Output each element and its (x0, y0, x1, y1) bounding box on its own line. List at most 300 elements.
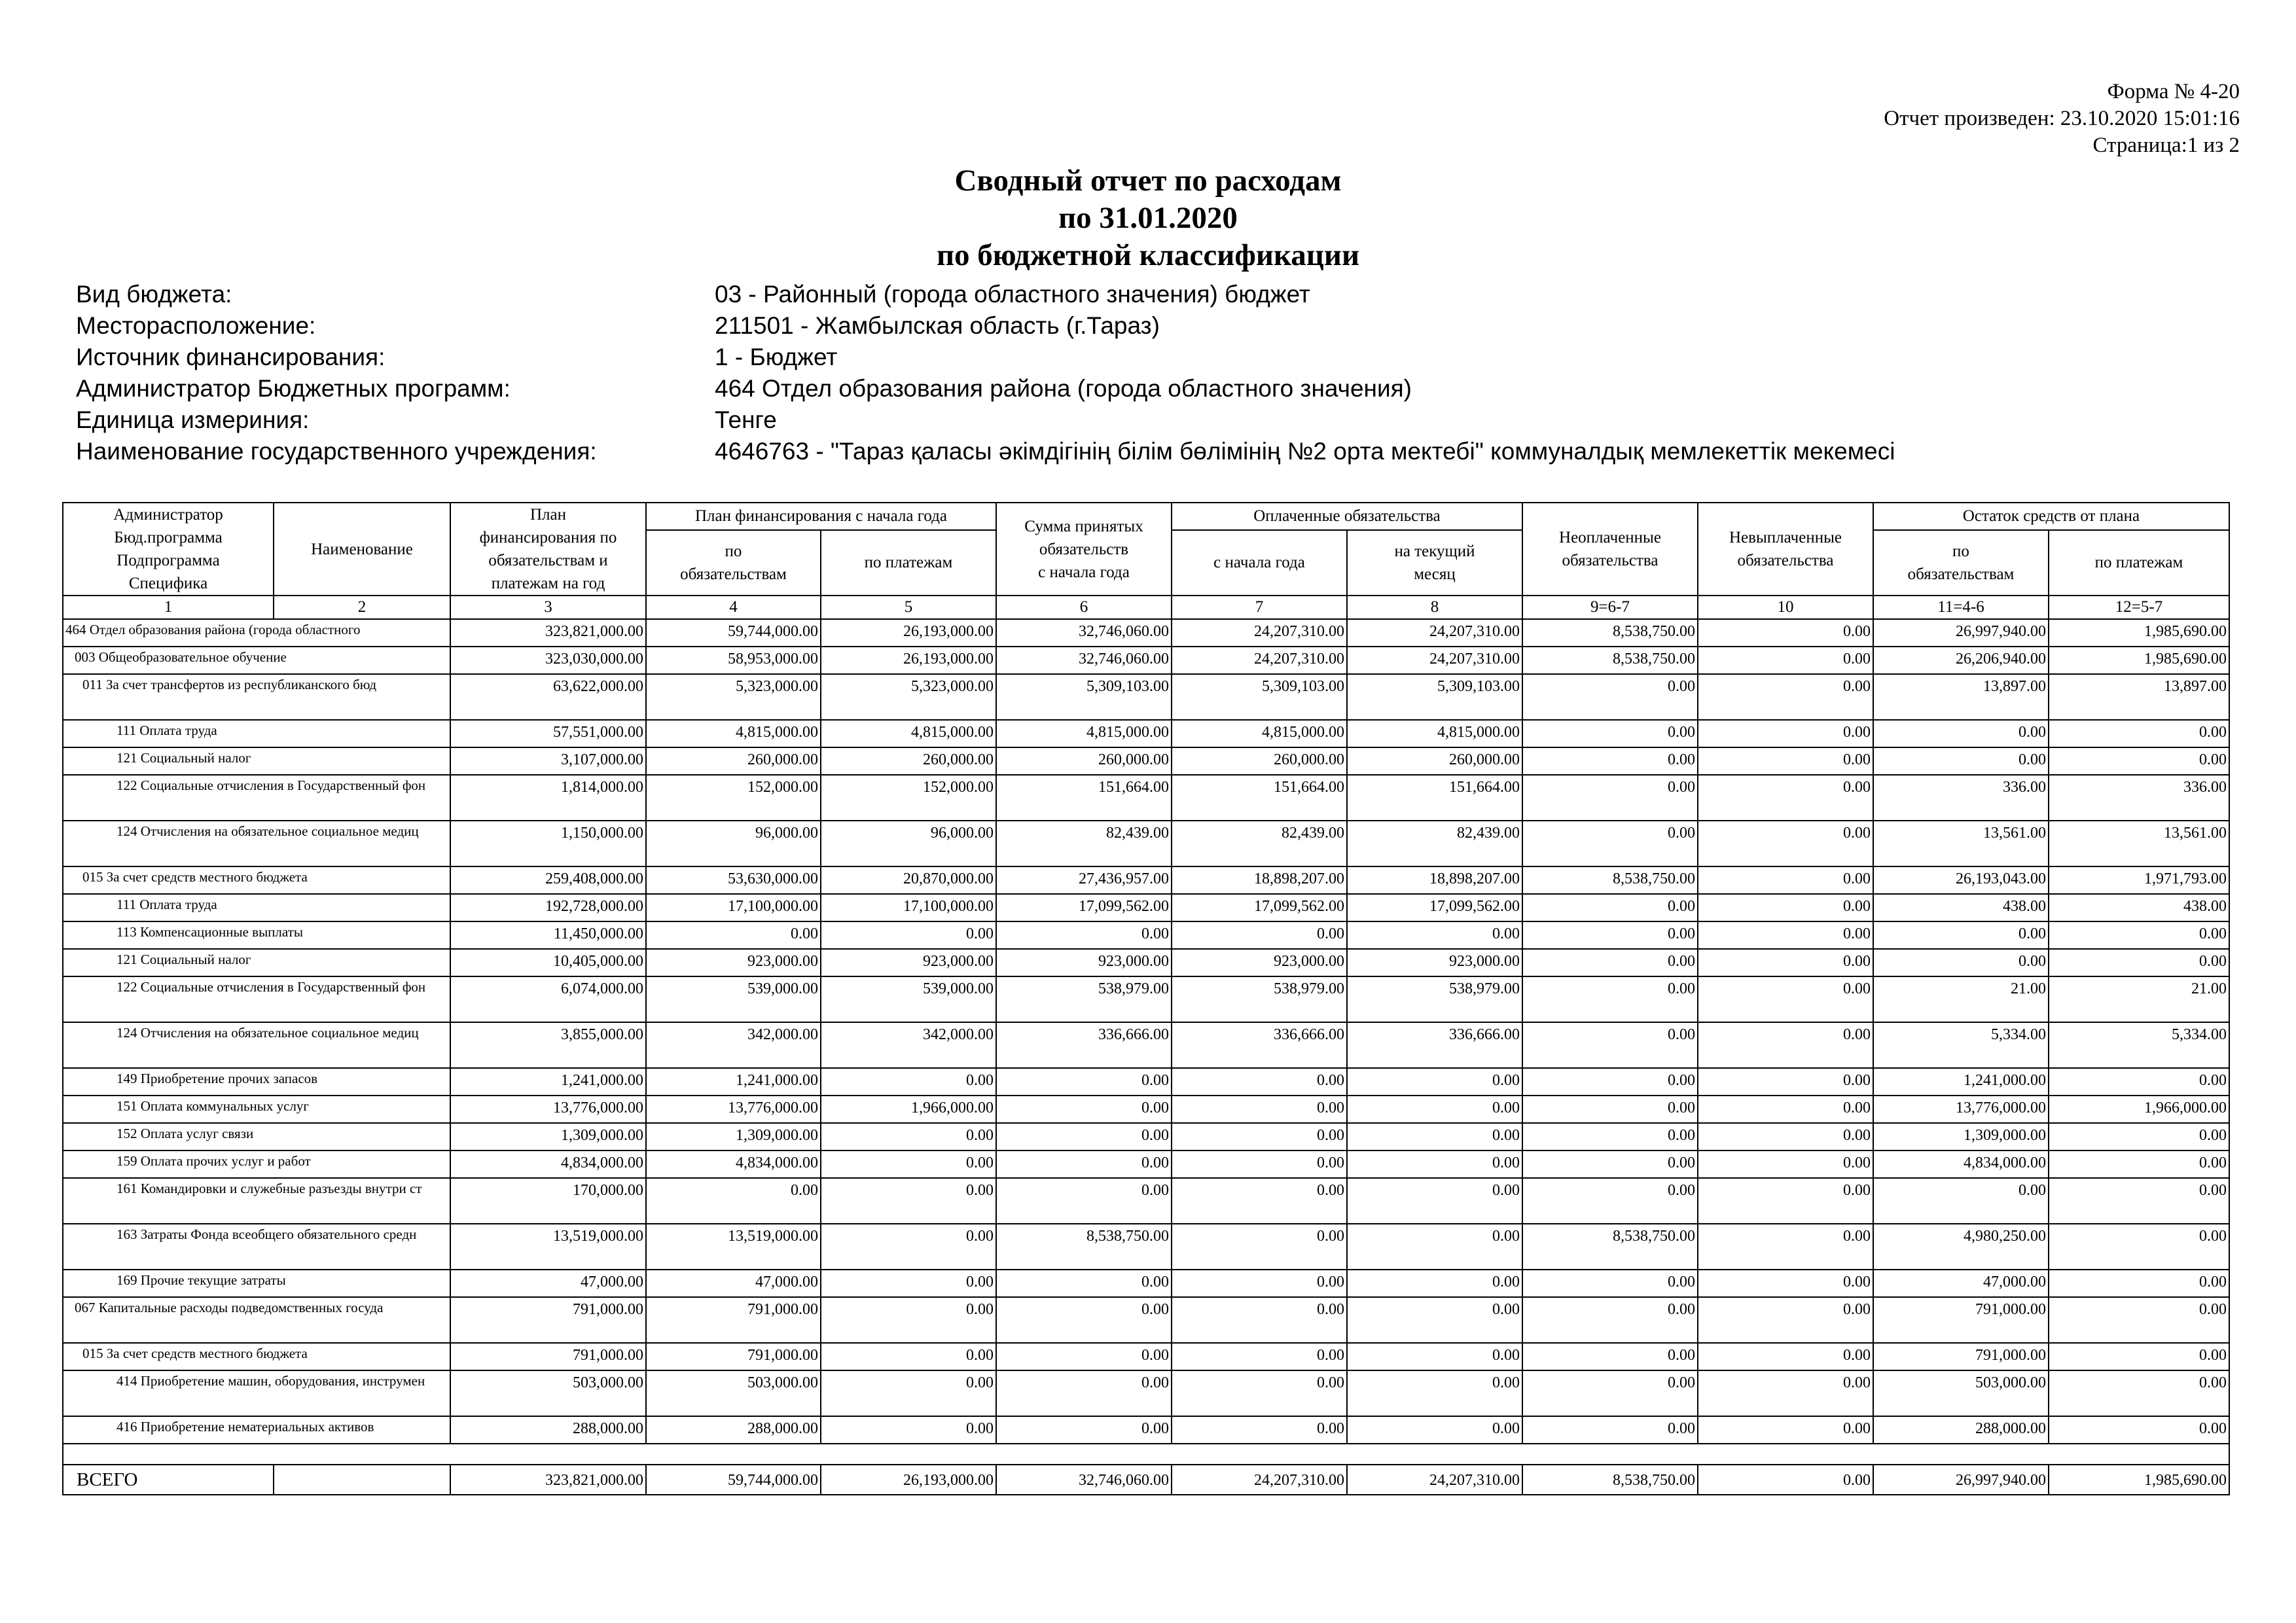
col-head-plan-payments: по платежам (821, 530, 996, 596)
table-body (63, 619, 2229, 1495)
parameter-value: Тенге (715, 406, 777, 433)
spacer-cell (63, 1444, 274, 1465)
amount-cell: 96,000.00 (821, 821, 996, 866)
amount-cell: 923,000.00 (996, 949, 1172, 976)
column-number: 12=5-7 (2049, 596, 2229, 619)
amount-cell: 336.00 (2049, 775, 2229, 821)
table-row (63, 949, 2229, 976)
amount-cell: 323,030,000.00 (450, 647, 646, 674)
amount-cell: 5,309,103.00 (1347, 674, 1522, 720)
amount-cell: 17,100,000.00 (646, 894, 821, 921)
table-row (63, 1123, 2229, 1150)
parameter-value: 211501 - Жамбылская область (г.Тараз) (715, 312, 1160, 339)
amount-cell: 791,000.00 (450, 1297, 646, 1343)
amount-cell: 0.00 (2049, 1416, 2229, 1444)
total-amount-cell: 26,193,000.00 (821, 1465, 996, 1495)
amount-cell: 0.00 (1698, 619, 1873, 647)
amount-cell: 0.00 (1698, 1150, 1873, 1178)
row-name: 124 Отчисления на обязательное социальное медиц (63, 821, 450, 866)
amount-cell: 0.00 (1522, 674, 1698, 720)
parameter-value: 03 - Районный (города областного значения) бюджет (715, 281, 1310, 308)
amount-cell: 192,728,000.00 (450, 894, 646, 921)
amount-cell: 10,405,000.00 (450, 949, 646, 976)
amount-cell: 26,193,000.00 (821, 647, 996, 674)
total-name-empty (274, 1465, 450, 1495)
amount-cell: 26,193,000.00 (821, 619, 996, 647)
amount-cell: 0.00 (1698, 1270, 1873, 1297)
table-row (63, 720, 2229, 747)
amount-cell: 0.00 (1347, 1096, 1522, 1123)
spacer-cell (2049, 1444, 2229, 1465)
amount-cell: 438.00 (2049, 894, 2229, 921)
title-line-2: по 31.01.2020 (1058, 201, 1238, 235)
amount-cell: 151,664.00 (1347, 775, 1522, 821)
amount-cell: 0.00 (1347, 1068, 1522, 1096)
amount-cell: 0.00 (1698, 866, 1873, 894)
table-row (63, 1178, 2229, 1224)
amount-cell: 438.00 (1873, 894, 2049, 921)
amount-cell: 8,538,750.00 (1522, 647, 1698, 674)
amount-cell: 17,099,562.00 (1172, 894, 1347, 921)
amount-cell: 0.00 (646, 921, 821, 949)
amount-cell: 24,207,310.00 (1347, 647, 1522, 674)
col-head-accepted-obligations: Сумма принятых обязательств с начала года (996, 503, 1172, 596)
amount-cell: 18,898,207.00 (1172, 866, 1347, 894)
amount-cell: 538,979.00 (996, 976, 1172, 1022)
amount-cell: 0.00 (2049, 1178, 2229, 1224)
amount-cell: 0.00 (1698, 921, 1873, 949)
amount-cell: 1,814,000.00 (450, 775, 646, 821)
amount-cell: 4,815,000.00 (821, 720, 996, 747)
amount-cell: 260,000.00 (646, 747, 821, 775)
amount-cell: 0.00 (821, 1068, 996, 1096)
amount-cell: 0.00 (1698, 894, 1873, 921)
amount-cell: 4,815,000.00 (1347, 720, 1522, 747)
row-name: 152 Оплата услуг связи (63, 1123, 450, 1150)
table-row (63, 674, 2229, 720)
amount-cell: 8,538,750.00 (996, 1224, 1172, 1270)
produced-timestamp: Отчет произведен: 23.10.2020 15:01:16 (1884, 107, 2240, 130)
parameter-label: Вид бюджета: (76, 281, 232, 308)
amount-cell: 288,000.00 (646, 1416, 821, 1444)
amount-cell: 923,000.00 (646, 949, 821, 976)
amount-cell: 47,000.00 (646, 1270, 821, 1297)
amount-cell: 0.00 (1522, 1123, 1698, 1150)
amount-cell: 342,000.00 (821, 1022, 996, 1068)
amount-cell: 1,966,000.00 (821, 1096, 996, 1123)
amount-cell: 0.00 (1522, 1178, 1698, 1224)
amount-cell: 0.00 (1522, 1022, 1698, 1068)
amount-cell: 20,870,000.00 (821, 866, 996, 894)
amount-cell: 13,776,000.00 (1873, 1096, 2049, 1123)
amount-cell: 0.00 (996, 1150, 1172, 1178)
amount-cell: 0.00 (1698, 1297, 1873, 1343)
amount-cell: 5,323,000.00 (646, 674, 821, 720)
amount-cell: 0.00 (1522, 1096, 1698, 1123)
table-row (63, 1416, 2229, 1444)
amount-cell: 0.00 (821, 1178, 996, 1224)
row-name: 113 Компенсационные выплаты (63, 921, 450, 949)
amount-cell: 0.00 (1698, 1416, 1873, 1444)
expense-report-table (62, 502, 2230, 1495)
spacer-cell (1172, 1444, 1347, 1465)
amount-cell: 539,000.00 (821, 976, 996, 1022)
amount-cell: 0.00 (1172, 1297, 1347, 1343)
amount-cell: 32,746,060.00 (996, 619, 1172, 647)
col-head-annual-plan: План финансирования по обязательствам и платежам на год (450, 503, 646, 596)
amount-cell: 260,000.00 (1347, 747, 1522, 775)
column-number: 7 (1172, 596, 1347, 619)
amount-cell: 13,561.00 (1873, 821, 2049, 866)
report-parameters (76, 279, 1895, 467)
amount-cell: 47,000.00 (1873, 1270, 2049, 1297)
amount-cell: 0.00 (1347, 1178, 1522, 1224)
amount-cell: 13,561.00 (2049, 821, 2229, 866)
amount-cell: 0.00 (1698, 1370, 1873, 1416)
col-head-undisbursed-obligations: Невыплаченные обязательства (1698, 503, 1873, 596)
parameter-row (76, 279, 1895, 310)
amount-cell: 0.00 (821, 1123, 996, 1150)
amount-cell: 17,099,562.00 (996, 894, 1172, 921)
amount-cell: 791,000.00 (646, 1297, 821, 1343)
amount-cell: 13,519,000.00 (646, 1224, 821, 1270)
amount-cell: 336.00 (1873, 775, 2049, 821)
amount-cell: 342,000.00 (646, 1022, 821, 1068)
amount-cell: 0.00 (1172, 1068, 1347, 1096)
amount-cell: 0.00 (1522, 720, 1698, 747)
amount-cell: 0.00 (1172, 1224, 1347, 1270)
group-head-remaining-funds: Остаток средств от плана (1873, 503, 2229, 530)
parameter-label: Администратор Бюджетных программ: (76, 375, 511, 402)
parameter-row (76, 342, 1895, 373)
amount-cell: 1,150,000.00 (450, 821, 646, 866)
amount-cell: 0.00 (2049, 1270, 2229, 1297)
amount-cell: 0.00 (1172, 1123, 1347, 1150)
amount-cell: 1,309,000.00 (450, 1123, 646, 1150)
amount-cell: 0.00 (2049, 747, 2229, 775)
report-title (0, 162, 2296, 274)
amount-cell: 27,436,957.00 (996, 866, 1172, 894)
spacer-cell (274, 1444, 450, 1465)
amount-cell: 4,834,000.00 (646, 1150, 821, 1178)
spacer-cell (646, 1444, 821, 1465)
row-name: 159 Оплата прочих услуг и работ (63, 1150, 450, 1178)
amount-cell: 259,408,000.00 (450, 866, 646, 894)
amount-cell: 5,323,000.00 (821, 674, 996, 720)
amount-cell: 26,193,043.00 (1873, 866, 2049, 894)
amount-cell: 0.00 (1522, 747, 1698, 775)
amount-cell: 0.00 (1522, 1343, 1698, 1370)
col-head-name: Наименование (274, 503, 450, 596)
amount-cell: 0.00 (2049, 1370, 2229, 1416)
amount-cell: 0.00 (2049, 921, 2229, 949)
amount-cell: 96,000.00 (646, 821, 821, 866)
amount-cell: 503,000.00 (450, 1370, 646, 1416)
column-number: 1 (63, 596, 274, 619)
parameter-label: Источник финансирования: (76, 344, 386, 370)
parameter-value: 1 - Бюджет (715, 344, 838, 370)
amount-cell: 13,519,000.00 (450, 1224, 646, 1270)
col-head-remaining-obligations: по обязательствам (1873, 530, 2049, 596)
amount-cell: 0.00 (1873, 720, 2049, 747)
table-row (63, 894, 2229, 921)
amount-cell: 0.00 (821, 1343, 996, 1370)
amount-cell: 58,953,000.00 (646, 647, 821, 674)
amount-cell: 1,241,000.00 (1873, 1068, 2049, 1096)
amount-cell: 3,107,000.00 (450, 747, 646, 775)
total-amount-cell: 1,985,690.00 (2049, 1465, 2229, 1495)
amount-cell: 3,855,000.00 (450, 1022, 646, 1068)
parameter-value: 464 Отдел образования района (города областного значения) (715, 375, 1412, 402)
column-number: 3 (450, 596, 646, 619)
amount-cell: 0.00 (1698, 1224, 1873, 1270)
amount-cell: 0.00 (1347, 1150, 1522, 1178)
parameter-value: 4646763 - "Тараз қаласы әкімдігінің білім бөлімінің №2 орта мектебі" коммуналдық мемлекеттік мекемесі (715, 438, 1895, 465)
amount-cell: 1,971,793.00 (2049, 866, 2229, 894)
amount-cell: 1,985,690.00 (2049, 647, 2229, 674)
amount-cell: 538,979.00 (1347, 976, 1522, 1022)
amount-cell: 0.00 (2049, 1150, 2229, 1178)
table-row (63, 1343, 2229, 1370)
amount-cell: 0.00 (1347, 1297, 1522, 1343)
amount-cell: 5,334.00 (2049, 1022, 2229, 1068)
col-head-paid-month: на текущий месяц (1347, 530, 1522, 596)
amount-cell: 59,744,000.00 (646, 619, 821, 647)
amount-cell: 0.00 (821, 1270, 996, 1297)
total-label: ВСЕГО (63, 1465, 274, 1495)
column-number: 10 (1698, 596, 1873, 619)
amount-cell: 6,074,000.00 (450, 976, 646, 1022)
total-amount-cell: 0.00 (1698, 1465, 1873, 1495)
row-name: 015 За счет средств местного бюджета (63, 866, 450, 894)
amount-cell: 0.00 (1698, 1096, 1873, 1123)
table-row (63, 619, 2229, 647)
amount-cell: 288,000.00 (1873, 1416, 2049, 1444)
parameter-row (76, 373, 1895, 404)
table-row (63, 1096, 2229, 1123)
spacer-cell (1873, 1444, 2049, 1465)
table-row (63, 1022, 2229, 1068)
amount-cell: 0.00 (1698, 1022, 1873, 1068)
total-amount-cell: 24,207,310.00 (1347, 1465, 1522, 1495)
amount-cell: 0.00 (1347, 1123, 1522, 1150)
amount-cell: 47,000.00 (450, 1270, 646, 1297)
amount-cell: 791,000.00 (450, 1343, 646, 1370)
amount-cell: 0.00 (996, 1096, 1172, 1123)
amount-cell: 0.00 (996, 1123, 1172, 1150)
amount-cell: 0.00 (1522, 976, 1698, 1022)
amount-cell: 288,000.00 (450, 1416, 646, 1444)
amount-cell: 0.00 (1873, 921, 2049, 949)
amount-cell: 260,000.00 (821, 747, 996, 775)
amount-cell: 21.00 (2049, 976, 2229, 1022)
spacer-cell (1347, 1444, 1522, 1465)
amount-cell: 0.00 (1172, 1416, 1347, 1444)
amount-cell: 53,630,000.00 (646, 866, 821, 894)
amount-cell: 0.00 (1522, 1150, 1698, 1178)
amount-cell: 0.00 (1172, 1150, 1347, 1178)
spacer-cell (821, 1444, 996, 1465)
amount-cell: 82,439.00 (996, 821, 1172, 866)
page-indicator: Страница:1 из 2 (2092, 134, 2240, 157)
parameter-row (76, 404, 1895, 436)
amount-cell: 1,241,000.00 (450, 1068, 646, 1096)
form-number: Форма № 4-20 (2107, 80, 2240, 103)
amount-cell: 0.00 (1873, 747, 2049, 775)
spacer-cell (1698, 1444, 1873, 1465)
amount-cell: 0.00 (821, 1297, 996, 1343)
amount-cell: 11,450,000.00 (450, 921, 646, 949)
amount-cell: 0.00 (1172, 1370, 1347, 1416)
amount-cell: 1,985,690.00 (2049, 619, 2229, 647)
amount-cell: 0.00 (1522, 949, 1698, 976)
amount-cell: 152,000.00 (646, 775, 821, 821)
row-name: 011 За счет трансфертов из республиканского бюд (63, 674, 450, 720)
col-head-remaining-payments: по платежам (2049, 530, 2229, 596)
spacer-cell (450, 1444, 646, 1465)
amount-cell: 923,000.00 (1347, 949, 1522, 976)
amount-cell: 0.00 (1698, 775, 1873, 821)
amount-cell: 4,980,250.00 (1873, 1224, 2049, 1270)
amount-cell: 5,334.00 (1873, 1022, 2049, 1068)
row-name: 015 За счет средств местного бюджета (63, 1343, 450, 1370)
row-name: 124 Отчисления на обязательное социальное медиц (63, 1022, 450, 1068)
amount-cell: 0.00 (996, 1343, 1172, 1370)
amount-cell: 0.00 (1522, 821, 1698, 866)
spacer-cell (996, 1444, 1172, 1465)
amount-cell: 18,898,207.00 (1347, 866, 1522, 894)
amount-cell: 24,207,310.00 (1172, 619, 1347, 647)
amount-cell: 0.00 (821, 1150, 996, 1178)
amount-cell: 82,439.00 (1172, 821, 1347, 866)
table-header (63, 503, 2229, 619)
amount-cell: 13,776,000.00 (646, 1096, 821, 1123)
amount-cell: 539,000.00 (646, 976, 821, 1022)
amount-cell: 0.00 (1172, 1178, 1347, 1224)
amount-cell: 0.00 (1172, 1343, 1347, 1370)
amount-cell: 0.00 (1522, 1270, 1698, 1297)
column-number: 6 (996, 596, 1172, 619)
amount-cell: 5,309,103.00 (1172, 674, 1347, 720)
amount-cell: 26,206,940.00 (1873, 647, 2049, 674)
row-name: 161 Командировки и служебные разъезды внутри ст (63, 1178, 450, 1224)
total-amount-cell: 26,997,940.00 (1873, 1465, 2049, 1495)
amount-cell: 0.00 (1347, 1343, 1522, 1370)
column-number: 5 (821, 596, 996, 619)
amount-cell: 24,207,310.00 (1172, 647, 1347, 674)
column-number: 4 (646, 596, 821, 619)
amount-cell: 538,979.00 (1172, 976, 1347, 1022)
amount-cell: 0.00 (1698, 674, 1873, 720)
row-name: 169 Прочие текущие затраты (63, 1270, 450, 1297)
amount-cell: 0.00 (821, 921, 996, 949)
amount-cell: 0.00 (1522, 775, 1698, 821)
amount-cell: 4,815,000.00 (996, 720, 1172, 747)
col-head-classification: Администратор Бюд.программа Подпрограмма Специфика (63, 503, 274, 596)
table-row (63, 1297, 2229, 1343)
amount-cell: 0.00 (1172, 921, 1347, 949)
amount-cell: 82,439.00 (1347, 821, 1522, 866)
amount-cell: 8,538,750.00 (1522, 619, 1698, 647)
amount-cell: 0.00 (1698, 1123, 1873, 1150)
amount-cell: 0.00 (1172, 1096, 1347, 1123)
total-amount-cell: 8,538,750.00 (1522, 1465, 1698, 1495)
amount-cell: 336,666.00 (1347, 1022, 1522, 1068)
amount-cell: 0.00 (1347, 1224, 1522, 1270)
amount-cell: 336,666.00 (996, 1022, 1172, 1068)
table-row (63, 821, 2229, 866)
report-meta-corner (1884, 79, 2240, 159)
group-head-paid-obligations: Оплаченные обязательства (1172, 503, 1522, 530)
table-row (63, 775, 2229, 821)
amount-cell: 0.00 (1698, 949, 1873, 976)
amount-cell: 323,821,000.00 (450, 619, 646, 647)
parameter-row (76, 310, 1895, 342)
amount-cell: 0.00 (1698, 1343, 1873, 1370)
table-row (63, 747, 2229, 775)
amount-cell: 0.00 (1347, 921, 1522, 949)
amount-cell: 1,309,000.00 (646, 1123, 821, 1150)
amount-cell: 0.00 (1873, 949, 2049, 976)
amount-cell: 8,538,750.00 (1522, 1224, 1698, 1270)
amount-cell: 0.00 (1698, 1068, 1873, 1096)
title-line-3: по бюджетной классификации (936, 238, 1360, 272)
amount-cell: 17,100,000.00 (821, 894, 996, 921)
amount-cell: 0.00 (1873, 1178, 2049, 1224)
amount-cell: 923,000.00 (821, 949, 996, 976)
column-number: 11=4-6 (1873, 596, 2049, 619)
title-line-1: Сводный отчет по расходам (954, 164, 1342, 198)
col-head-plan-obligations: по обязательствам (646, 530, 821, 596)
amount-cell: 152,000.00 (821, 775, 996, 821)
table-row (63, 647, 2229, 674)
total-amount-cell: 32,746,060.00 (996, 1465, 1172, 1495)
spacer-row (63, 1444, 2229, 1465)
amount-cell: 4,815,000.00 (1172, 720, 1347, 747)
row-name: 121 Социальный налог (63, 747, 450, 775)
amount-cell: 0.00 (996, 1370, 1172, 1416)
amount-cell: 57,551,000.00 (450, 720, 646, 747)
amount-cell: 0.00 (2049, 949, 2229, 976)
amount-cell: 151,664.00 (1172, 775, 1347, 821)
column-number: 2 (274, 596, 450, 619)
amount-cell: 13,776,000.00 (450, 1096, 646, 1123)
amount-cell: 24,207,310.00 (1347, 619, 1522, 647)
table-row (63, 1370, 2229, 1416)
amount-cell: 26,997,940.00 (1873, 619, 2049, 647)
row-name: 464 Отдел образования района (города областного (63, 619, 450, 647)
amount-cell: 151,664.00 (996, 775, 1172, 821)
amount-cell: 0.00 (2049, 1123, 2229, 1150)
amount-cell: 336,666.00 (1172, 1022, 1347, 1068)
row-name: 111 Оплата труда (63, 720, 450, 747)
column-number-row (63, 596, 2229, 619)
amount-cell: 0.00 (646, 1178, 821, 1224)
row-name: 067 Капитальные расходы подведомственных госуда (63, 1297, 450, 1343)
amount-cell: 0.00 (1522, 1297, 1698, 1343)
amount-cell: 0.00 (1522, 921, 1698, 949)
table-row (63, 1068, 2229, 1096)
parameter-label: Месторасположение: (76, 312, 316, 339)
amount-cell: 791,000.00 (646, 1343, 821, 1370)
column-number: 8 (1347, 596, 1522, 619)
parameter-row (76, 436, 1895, 467)
table-row (63, 1224, 2229, 1270)
amount-cell: 4,834,000.00 (1873, 1150, 2049, 1178)
amount-cell: 0.00 (2049, 1224, 2229, 1270)
parameter-label: Наименование государственного учреждения: (76, 438, 597, 465)
total-row (63, 1465, 2229, 1495)
